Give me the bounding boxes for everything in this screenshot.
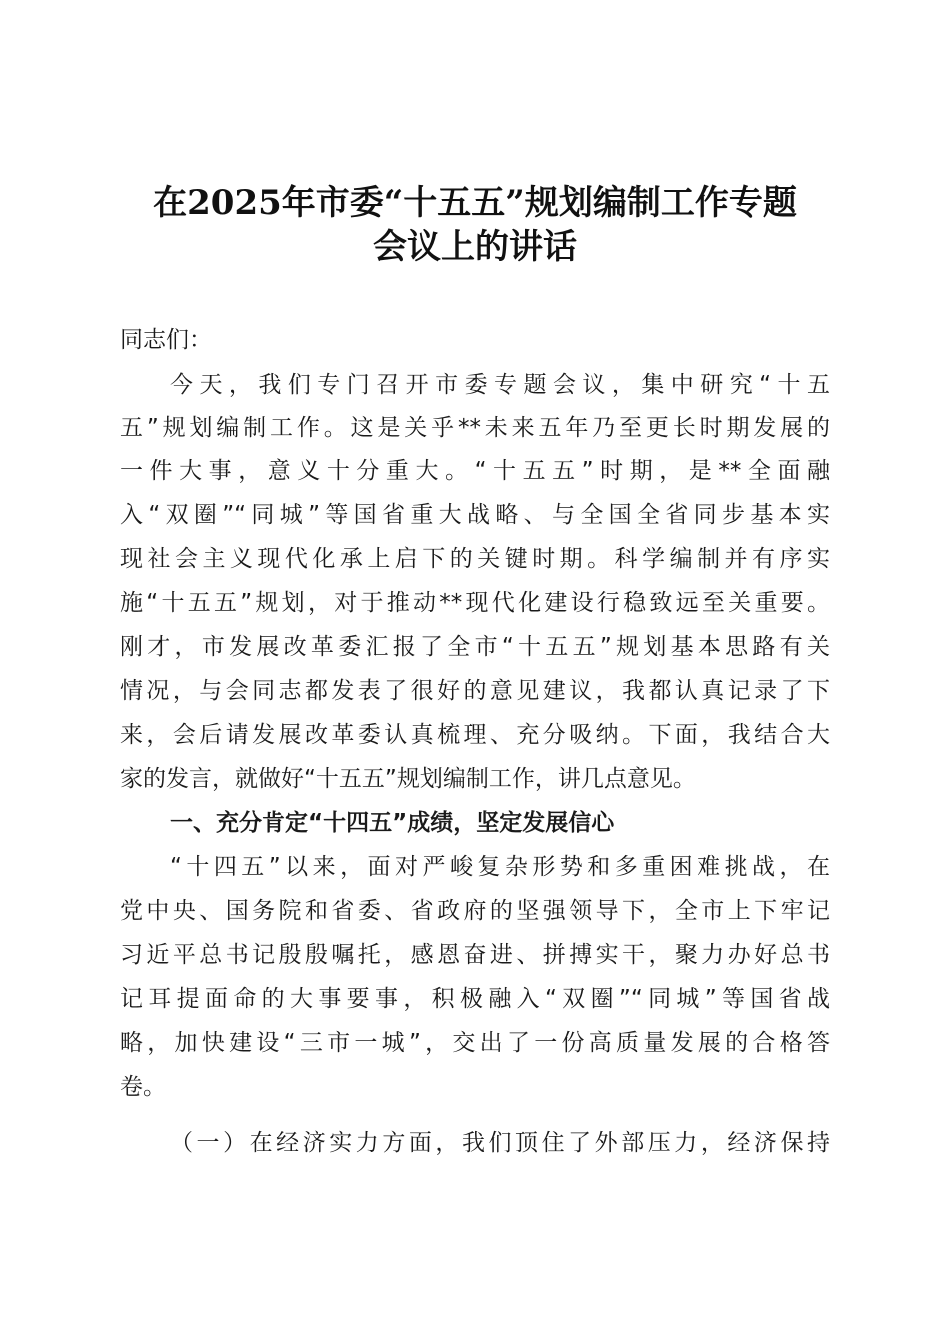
paragraph-line: 略，加快建设“三市一城”，交出了一份高质量发展的合格答 (120, 1030, 830, 1056)
paragraph-line: 来，会后请发展改革委认真梳理、充分吸纳。下面，我结合大 (120, 722, 830, 748)
document-title-line-1: 在2025年市委“十五五”规划编制工作专题 (153, 183, 797, 223)
paragraph-line: （一）在经济实力方面，我们顶住了外部压力，经济保持 (170, 1130, 830, 1156)
salutation: 同志们： (120, 327, 212, 353)
paragraph-line: “十四五”以来，面对严峻复杂形势和多重困难挑战，在 (170, 854, 830, 880)
paragraph-line: 五”规划编制工作。这是关乎**未来五年乃至更长时期发展的 (120, 415, 830, 441)
paragraph-line: 卷。 (120, 1074, 166, 1100)
section-heading: 一、充分肯定“十四五”成绩，坚定发展信心 (170, 810, 615, 836)
paragraph-line: 情况，与会同志都发表了很好的意见建议，我都认真记录了下 (120, 678, 830, 704)
paragraph-line: 入“双圈”“同城”等国省重大战略、与全国全省同步基本实 (120, 502, 830, 528)
paragraph-line: 党中央、国务院和省委、省政府的坚强领导下，全市上下牢记 (120, 898, 830, 924)
paragraph-line: 习近平总书记殷殷嘱托，感恩奋进、拼搏实干，聚力办好总书 (120, 942, 830, 968)
paragraph-line: 现社会主义现代化承上启下的关键时期。科学编制并有序实 (120, 546, 830, 572)
paragraph-line: 一件大事，意义十分重大。“十五五”时期，是**全面融 (120, 458, 830, 484)
paragraph-line: 记耳提面命的大事要事，积极融入“双圈”“同城”等国省战 (120, 986, 830, 1012)
paragraph-line: 今天，我们专门召开市委专题会议，集中研究“十五 (170, 372, 830, 398)
paragraph-line: 刚才，市发展改革委汇报了全市“十五五”规划基本思路有关 (120, 634, 830, 660)
paragraph-line: 家的发言，就做好“十五五”规划编制工作，讲几点意见。 (120, 766, 696, 792)
paragraph-line: 施“十五五”规划，对于推动**现代化建设行稳致远至关重要。 (120, 590, 830, 616)
document-title-line-2: 会议上的讲话 (373, 227, 577, 267)
